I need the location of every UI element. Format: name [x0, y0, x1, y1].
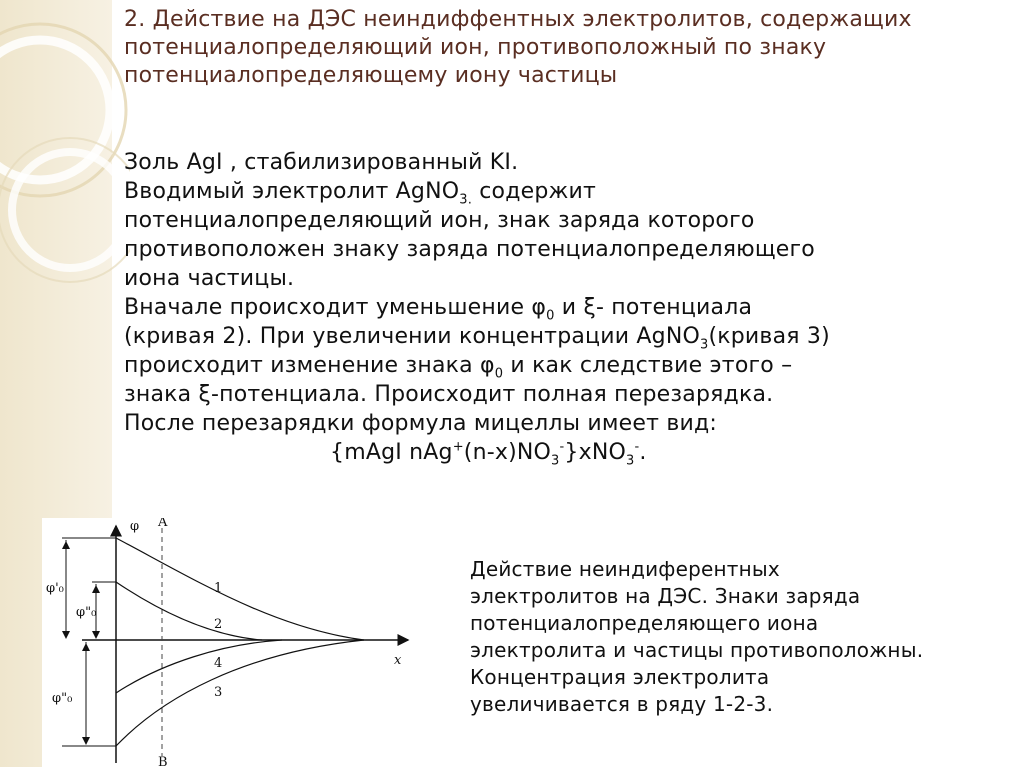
curve-4: [116, 640, 282, 693]
micelle-formula: {mAgI $nAg^+(n-x)NO_3^-\}xNO_3^-$.: [330, 439, 647, 469]
curve-label-2: 2: [214, 617, 223, 632]
curve-label-4: 4: [214, 656, 223, 671]
caption-line: потенциалопределяющего иона: [470, 611, 819, 635]
phi3-label: φ"₀: [52, 691, 73, 706]
caption-line: увеличивается в ряду 1-2-3.: [470, 692, 774, 716]
caption-line: электролита и частицы противоположны.: [470, 638, 924, 662]
curve-label-1: 1: [214, 581, 223, 596]
label-b: B: [158, 755, 168, 767]
body-line: Вначале происходит уменьшение $\varphi_0$ и ξ- потенциала: [124, 295, 753, 324]
decorative-circles: [0, 0, 130, 360]
caption-line: Концентрация электролита: [470, 665, 770, 689]
curve-3: [116, 640, 364, 746]
slide-title: 2. Действие на ДЭС неиндиффентных электролитов, содержащих потенциалопределяющий ион, противоположный по знаку потенциалопределяющему иону частицы: [124, 7, 912, 88]
label-a: A: [158, 518, 168, 530]
potential-diagram: [42, 518, 416, 767]
curve-label-3: 3: [214, 685, 223, 700]
body-line: знака ξ-потенциала. Происходит полная перезарядка.: [124, 382, 774, 407]
body-line: противоположен знаку заряда потенциалопределяющего: [124, 237, 815, 262]
axis-x-label: x: [394, 653, 402, 668]
potential-diagram-svg: [42, 518, 416, 767]
body-line: Вводимый электролит AgNO$_{3.}$ содержит: [124, 179, 597, 208]
caption-line: Действие неиндиферентных: [470, 557, 780, 581]
body-line: Золь AgI , стабилизированный KI.: [124, 150, 519, 175]
body-line: иона частицы.: [124, 266, 295, 291]
phi2-label: φ"₀: [76, 605, 97, 620]
caption-line: электролитов на ДЭС. Знаки заряда: [470, 584, 861, 608]
curve-1: [116, 538, 364, 640]
body-line: После перезарядки формула мицеллы имеет вид:: [124, 411, 718, 436]
body-line: (кривая 2). При увеличении концентрации AgNO$_3$(кривая 3): [124, 324, 830, 353]
figure-caption: [470, 556, 1010, 718]
phi1-label: φ'₀: [46, 581, 64, 596]
body-text: [124, 148, 1014, 467]
body-line: происходит изменение знака $\varphi_0$ и как следствие этого –: [124, 353, 793, 382]
curve-2: [116, 582, 262, 640]
body-line: потенциалопределяющий ион, знак заряда которого: [124, 208, 755, 233]
axis-y-label: φ: [130, 519, 140, 534]
